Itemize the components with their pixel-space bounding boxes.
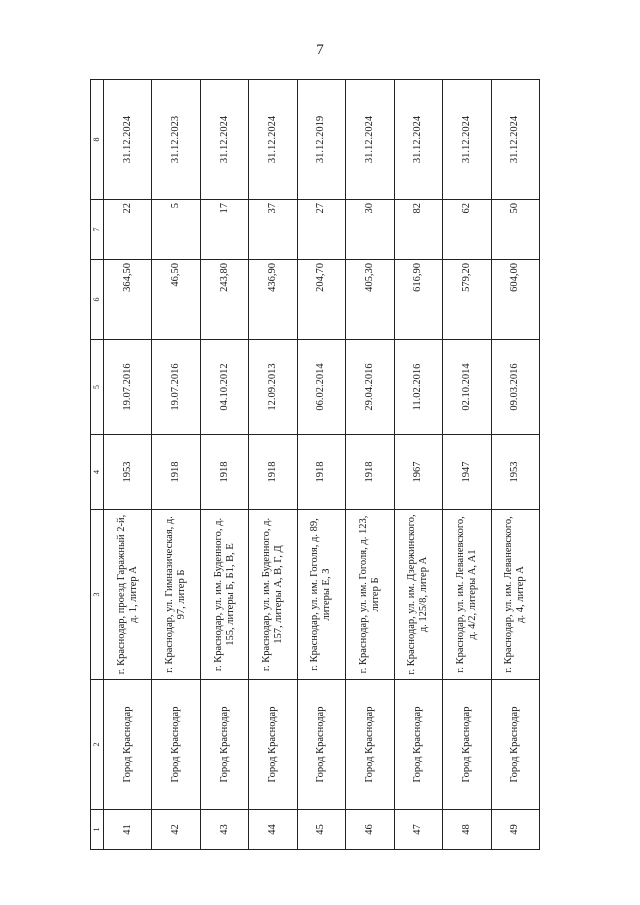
address-cell: г. Краснодар, ул. им. Дзержинского, д. 125/8, литер А: [394, 510, 442, 680]
date-cell: 19.07.2016: [104, 340, 152, 435]
municipality-cell: Город Краснодар: [443, 680, 491, 810]
address-cell: г. Краснодар, ул. им. Гоголя, д. 89, литеры Е, З: [297, 510, 345, 680]
year-cell: 1953: [491, 435, 540, 510]
area-cell: 364,50: [104, 260, 152, 340]
deadline-cell: 31.12.2024: [346, 80, 394, 200]
column-number-row: [91, 80, 104, 850]
address-cell: г. Краснодар, проезд Гаражный 2-й, д. 1, литер А: [104, 510, 152, 680]
col-number-2: 2: [91, 680, 104, 810]
date-cell: 06.02.2014: [297, 340, 345, 435]
deadline-cell: 31.12.2023: [152, 80, 200, 200]
date-cell: 09.03.2016: [491, 340, 540, 435]
table-row: [104, 80, 152, 850]
table-row: [394, 80, 442, 850]
table-row: [297, 80, 345, 850]
col-number-8: 8: [91, 80, 104, 200]
page-number: 7: [316, 42, 324, 58]
count-cell: 17: [200, 200, 248, 260]
address-cell: г. Краснодар, ул. им. Леваневского, д. 4/2, литеры А, А1: [443, 510, 491, 680]
municipality-cell: Город Краснодар: [152, 680, 200, 810]
municipality-cell: Город Краснодар: [394, 680, 442, 810]
table-row: [443, 80, 491, 850]
year-cell: 1967: [394, 435, 442, 510]
col-number-6: 6: [91, 260, 104, 340]
date-cell: 12.09.2013: [249, 340, 297, 435]
table-container: [90, 80, 540, 850]
housing-register-table: [90, 79, 540, 850]
row-number: 48: [443, 810, 491, 850]
address-cell: г. Краснодар, ул. им. Буденного, д. 157, литеры А, В, Г, Д: [249, 510, 297, 680]
municipality-cell: Город Краснодар: [297, 680, 345, 810]
count-cell: 82: [394, 200, 442, 260]
municipality-cell: Город Краснодар: [491, 680, 540, 810]
municipality-cell: Город Краснодар: [200, 680, 248, 810]
count-cell: 50: [491, 200, 540, 260]
area-cell: 46,50: [152, 260, 200, 340]
count-cell: 30: [346, 200, 394, 260]
col-number-1: 1: [91, 810, 104, 850]
area-cell: 579,20: [443, 260, 491, 340]
date-cell: 02.10.2014: [443, 340, 491, 435]
table-row: [346, 80, 394, 850]
year-cell: 1918: [249, 435, 297, 510]
address-cell: г. Краснодар, ул. им. Гоголя, д. 123, литер Б: [346, 510, 394, 680]
year-cell: 1918: [200, 435, 248, 510]
row-number: 45: [297, 810, 345, 850]
date-cell: 19.07.2016: [152, 340, 200, 435]
col-number-4: 4: [91, 435, 104, 510]
deadline-cell: 31.12.2024: [394, 80, 442, 200]
count-cell: 27: [297, 200, 345, 260]
area-cell: 204,70: [297, 260, 345, 340]
count-cell: 5: [152, 200, 200, 260]
col-number-3: 3: [91, 510, 104, 680]
row-number: 41: [104, 810, 152, 850]
municipality-cell: Город Краснодар: [346, 680, 394, 810]
address-cell: г. Краснодар, ул. им. Буденного, д. 155, литеры Б, Б1, В, Е: [200, 510, 248, 680]
col-number-5: 5: [91, 340, 104, 435]
address-cell: г. Краснодар, ул. им. Леваневского, д. 4, литер А: [491, 510, 540, 680]
row-number: 46: [346, 810, 394, 850]
count-cell: 62: [443, 200, 491, 260]
table-row: [152, 80, 200, 850]
table-row: [249, 80, 297, 850]
row-number: 49: [491, 810, 540, 850]
row-number: 47: [394, 810, 442, 850]
table-row: [491, 80, 540, 850]
year-cell: 1953: [104, 435, 152, 510]
table-row: [200, 80, 248, 850]
col-number-7: 7: [91, 200, 104, 260]
deadline-cell: 31.12.2019: [297, 80, 345, 200]
year-cell: 1918: [152, 435, 200, 510]
count-cell: 37: [249, 200, 297, 260]
municipality-cell: Город Краснодар: [249, 680, 297, 810]
address-cell: г. Краснодар, ул. Гимназическая, д. 97, литер Б: [152, 510, 200, 680]
year-cell: 1947: [443, 435, 491, 510]
row-number: 42: [152, 810, 200, 850]
deadline-cell: 31.12.2024: [491, 80, 540, 200]
area-cell: 243,80: [200, 260, 248, 340]
date-cell: 04.10.2012: [200, 340, 248, 435]
year-cell: 1918: [297, 435, 345, 510]
date-cell: 11.02.2016: [394, 340, 442, 435]
row-number: 44: [249, 810, 297, 850]
row-number: 43: [200, 810, 248, 850]
area-cell: 604,00: [491, 260, 540, 340]
year-cell: 1918: [346, 435, 394, 510]
rotated-table-frame: [90, 80, 540, 850]
deadline-cell: 31.12.2024: [104, 80, 152, 200]
deadline-cell: 31.12.2024: [443, 80, 491, 200]
area-cell: 405,30: [346, 260, 394, 340]
area-cell: 616,90: [394, 260, 442, 340]
date-cell: 29.04.2016: [346, 340, 394, 435]
deadline-cell: 31.12.2024: [249, 80, 297, 200]
municipality-cell: Город Краснодар: [104, 680, 152, 810]
count-cell: 22: [104, 200, 152, 260]
deadline-cell: 31.12.2024: [200, 80, 248, 200]
area-cell: 436,90: [249, 260, 297, 340]
